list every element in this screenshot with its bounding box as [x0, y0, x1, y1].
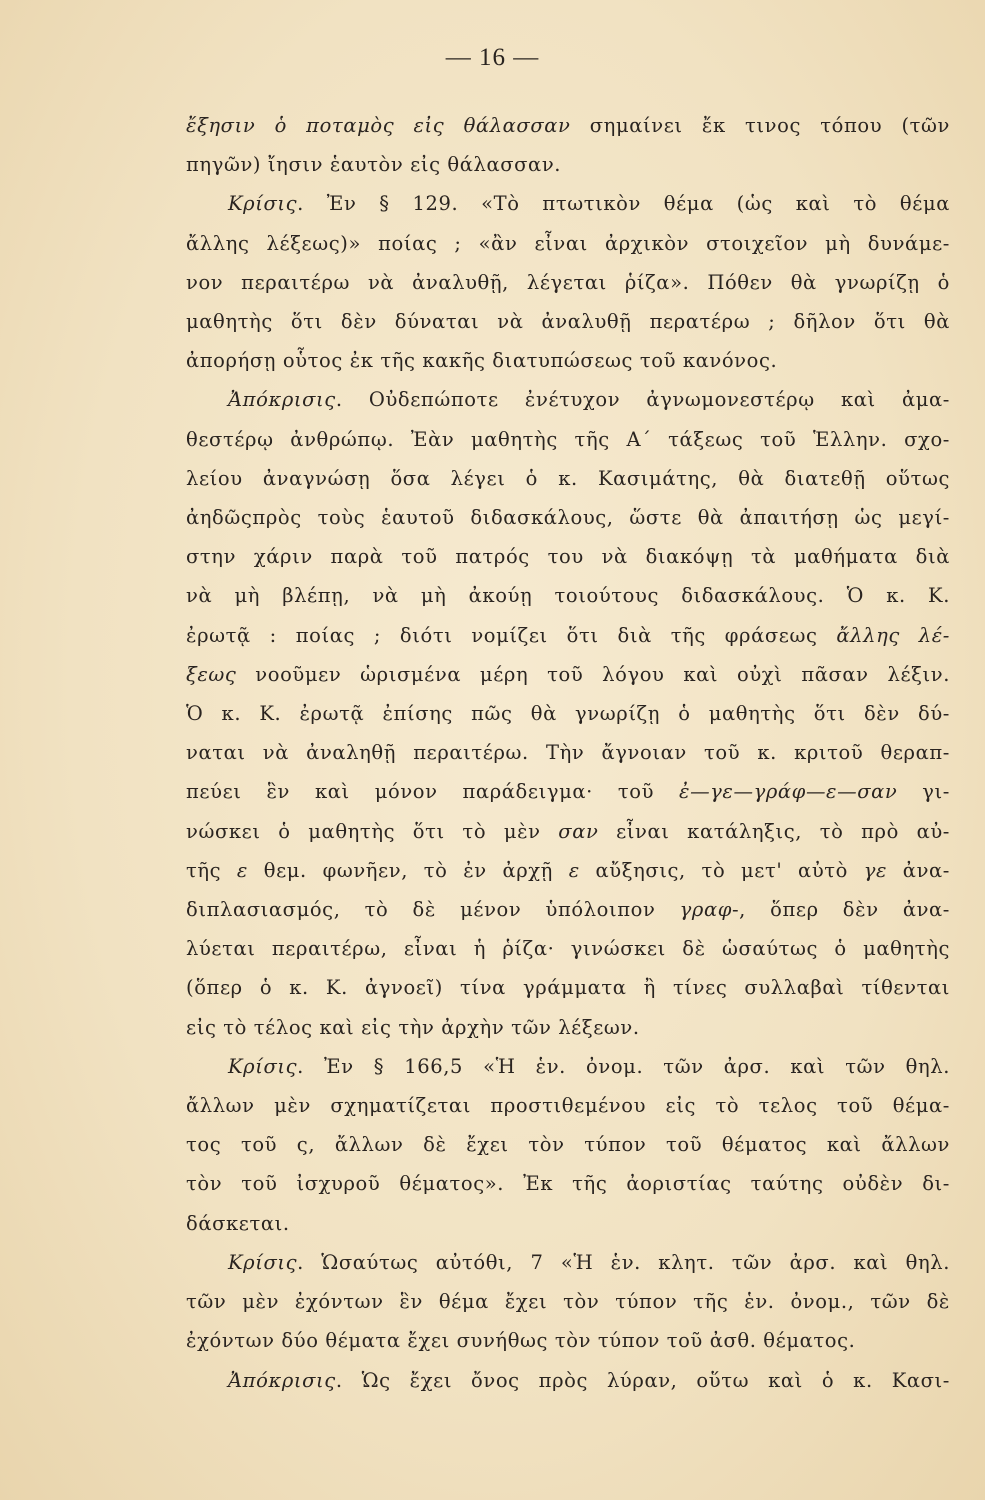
italic-text-run: ἐ—γε—γράφ—ε—σαν — [679, 780, 898, 804]
text-run: τὸν τοῦ ἰσχυροῦ θέματος». Ἐκ τῆς ἀοριστίας ταύτης οὐδὲν δι- — [186, 1172, 950, 1196]
text-run: διπλασιασμός, τὸ δὲ μένον ὑπόλοιπον — [186, 898, 680, 922]
text-line — [186, 380, 950, 419]
text-run: αὔξησις, τὸ μετ' αὐτὸ — [579, 858, 864, 882]
text-line — [186, 184, 950, 223]
text-run: -, ὅπερ δὲν ἀνα- — [731, 898, 950, 922]
text-line — [186, 576, 950, 615]
page-number: — 16 — — [445, 44, 540, 71]
text-run: τῆς — [186, 858, 237, 882]
text-line — [186, 341, 950, 380]
italic-text-run: Κρίσις — [228, 1250, 298, 1274]
text-line — [186, 459, 950, 498]
text-run: . Οὐδεπώποτε ἐνέτυχον ἀγνωμονεστέρῳ καὶ ἀμα- — [335, 388, 950, 412]
text-line — [186, 1008, 950, 1047]
text-run: γι- — [897, 780, 950, 804]
text-line — [186, 263, 950, 302]
text-line — [186, 812, 950, 851]
text-run: μαθητὴς ὅτι δὲν δύναται νὰ ἀναλυθῇ περατέρω ; δῆλον ὅτι θὰ — [186, 310, 950, 334]
text-run: (ὅπερ ὁ κ. Κ. ἀγνοεῖ) τίνα γράμματα ἢ τίνες συλλαβαὶ τίθενται — [186, 976, 950, 1000]
text-run: Ὁ κ. Κ. ἐρωτᾷ ἐπίσης πῶς θὰ γνωρίζῃ ὁ μαθητὴς ὅτι δὲν δύ- — [186, 702, 950, 726]
text-run: ἐρωτᾷ : ποίας ; διότι νομίζει ὅτι διὰ τῆς φράσεως — [186, 623, 837, 647]
italic-text-run: Κρίσις — [228, 192, 298, 216]
italic-text-run: ε — [568, 858, 580, 882]
text-line — [186, 655, 950, 694]
text-run: . Ἐν § 129. «Τὸ πτωτικὸν θέμα (ὡς καὶ τὸ θέμα — [297, 192, 950, 216]
text-run: . Ἐν § 166,5 «Ἡ ἑν. ὀνομ. τῶν ἀρσ. καὶ τῶν θηλ. — [297, 1054, 950, 1078]
text-line — [186, 733, 950, 772]
italic-text-run: ξεως — [186, 662, 237, 686]
text-line — [186, 1361, 950, 1400]
text-line — [186, 694, 950, 733]
text-line — [186, 145, 950, 184]
text-line — [186, 851, 950, 890]
italic-text-run: γραφ — [679, 898, 732, 922]
text-line — [186, 968, 950, 1007]
text-line — [186, 1321, 950, 1360]
text-run: ἀνα- — [887, 858, 950, 882]
text-run: νοοῦμεν ὡρισμένα μέρη τοῦ λόγου καὶ οὐχὶ πᾶσαν λέξιν. — [236, 662, 950, 686]
text-run: ἄλλων μὲν σχηματίζεται προστιθεμένου εἰς τὸ τελος τοῦ θέμα- — [186, 1094, 950, 1118]
text-line — [186, 1243, 950, 1282]
text-run: θεστέρῳ ἀνθρώπῳ. Ἐὰν μαθητὴς τῆς Α΄ τάξεως τοῦ Ἑλλην. σχο- — [186, 427, 950, 451]
text-line — [186, 772, 950, 811]
text-run: ἄλλης λέξεως)» ποίας ; «ἂν εἶναι ἀρχικὸν στοιχεῖον μὴ δυνάμε- — [186, 231, 950, 255]
italic-text-run: ε — [236, 858, 248, 882]
italic-text-run: Ἀπόκρισις — [228, 1368, 336, 1392]
text-run: ἐχόντων δύο θέματα ἔχει συνήθως τὸν τύπον τοῦ ἀσθ. θέματος. — [186, 1329, 856, 1353]
italic-text-run: ἔξησιν ὁ ποταμὸς εἰς θάλασσαν — [186, 114, 571, 137]
page-body-text — [186, 106, 950, 1400]
text-run: τῶν μὲν ἐχόντων ἓν θέμα ἔχει τὸν τύπον τῆς ἑν. ὀνομ., τῶν δὲ — [186, 1290, 950, 1314]
text-run: ναται νὰ ἀναληθῇ περαιτέρω. Τὴν ἄγνοιαν τοῦ κ. κριτοῦ θεραπ- — [186, 741, 950, 765]
text-line — [186, 498, 950, 537]
text-run: ἀηδῶςπρὸς τοὺς ἑαυτοῦ διδασκάλους, ὥστε θὰ ἀπαιτήσῃ ὡς μεγί- — [186, 506, 950, 530]
text-line — [186, 616, 950, 655]
italic-text-run: γε — [863, 858, 888, 882]
text-run: ἀπορήσῃ οὗτος ἐκ τῆς κακῆς διατυπώσεως τοῦ κανόνος. — [186, 349, 778, 373]
text-line — [186, 1164, 950, 1203]
text-line — [186, 1086, 950, 1125]
text-run: λείου ἀναγνώσῃ ὅσα λέγει ὁ κ. Κασιμάτης, θὰ διατεθῇ οὕτως — [186, 466, 950, 490]
text-line — [186, 302, 950, 341]
text-run: στην χάριν παρὰ τοῦ πατρός του νὰ διακόψῃ τὰ μαθήματα διὰ — [186, 545, 950, 569]
italic-text-run: σαν — [558, 819, 599, 843]
text-run: εἶναι κατάληξις, τὸ πρὸ αὐ- — [598, 819, 950, 843]
text-run: τος τοῦ ς, ἄλλων δὲ ἔχει τὸν τύπον τοῦ θέματος καὶ ἄλλων — [186, 1133, 950, 1157]
text-run: . Ὡσαύτως αὐτόθι, 7 «Ἡ ἑν. κλητ. τῶν ἀρσ. καὶ θηλ. — [297, 1250, 950, 1274]
text-run: . Ὡς ἔχει ὄνος πρὸς λύραν, οὕτω καὶ ὁ κ. Κασι- — [335, 1368, 950, 1392]
italic-text-run: Κρίσις — [228, 1054, 298, 1078]
text-run: νον περαιτέρω νὰ ἀναλυθῇ, λέγεται ῥίζα». Πόθεν θὰ γνωρίζῃ ὁ — [186, 270, 950, 294]
text-run: δάσκεται. — [186, 1211, 290, 1235]
text-line — [186, 1204, 950, 1243]
italic-text-run: ἄλλης λέ- — [836, 623, 950, 647]
text-run: πηγῶν) ἴησιν ἑαυτὸν εἰς θάλασσαν. — [186, 153, 562, 177]
text-run: σημαίνει ἔκ τινος τόπου (τῶν — [570, 114, 951, 137]
text-run: λύεται περαιτέρω, εἶναι ἡ ῥίζα· γινώσκει δὲ ὡσαύτως ὁ μαθητὴς — [186, 937, 950, 961]
text-run: εἰς τὸ τέλος καὶ εἰς τὴν ἀρχὴν τῶν λέξεων. — [186, 1015, 640, 1039]
text-line — [186, 1047, 950, 1086]
text-line — [186, 890, 950, 929]
text-run: νὰ μὴ βλέπῃ, νὰ μὴ ἀκούῃ τοιούτους διδασκάλους. Ὁ κ. Κ. — [186, 584, 950, 608]
text-run: θεμ. φωνῆεν, τὸ ἐν ἀρχῇ — [248, 858, 569, 882]
text-line — [186, 106, 950, 145]
text-line — [186, 224, 950, 263]
text-line — [186, 1125, 950, 1164]
text-line — [186, 537, 950, 576]
italic-text-run: Ἀπόκρισις — [228, 388, 336, 412]
text-run: πεύει ἓν καὶ μόνον παράδειγμα· τοῦ — [186, 780, 680, 804]
text-run: νώσκει ὁ μαθητὴς ὅτι τὸ μὲν — [186, 819, 559, 843]
text-line — [186, 420, 950, 459]
text-line — [186, 929, 950, 968]
text-line — [186, 1282, 950, 1321]
